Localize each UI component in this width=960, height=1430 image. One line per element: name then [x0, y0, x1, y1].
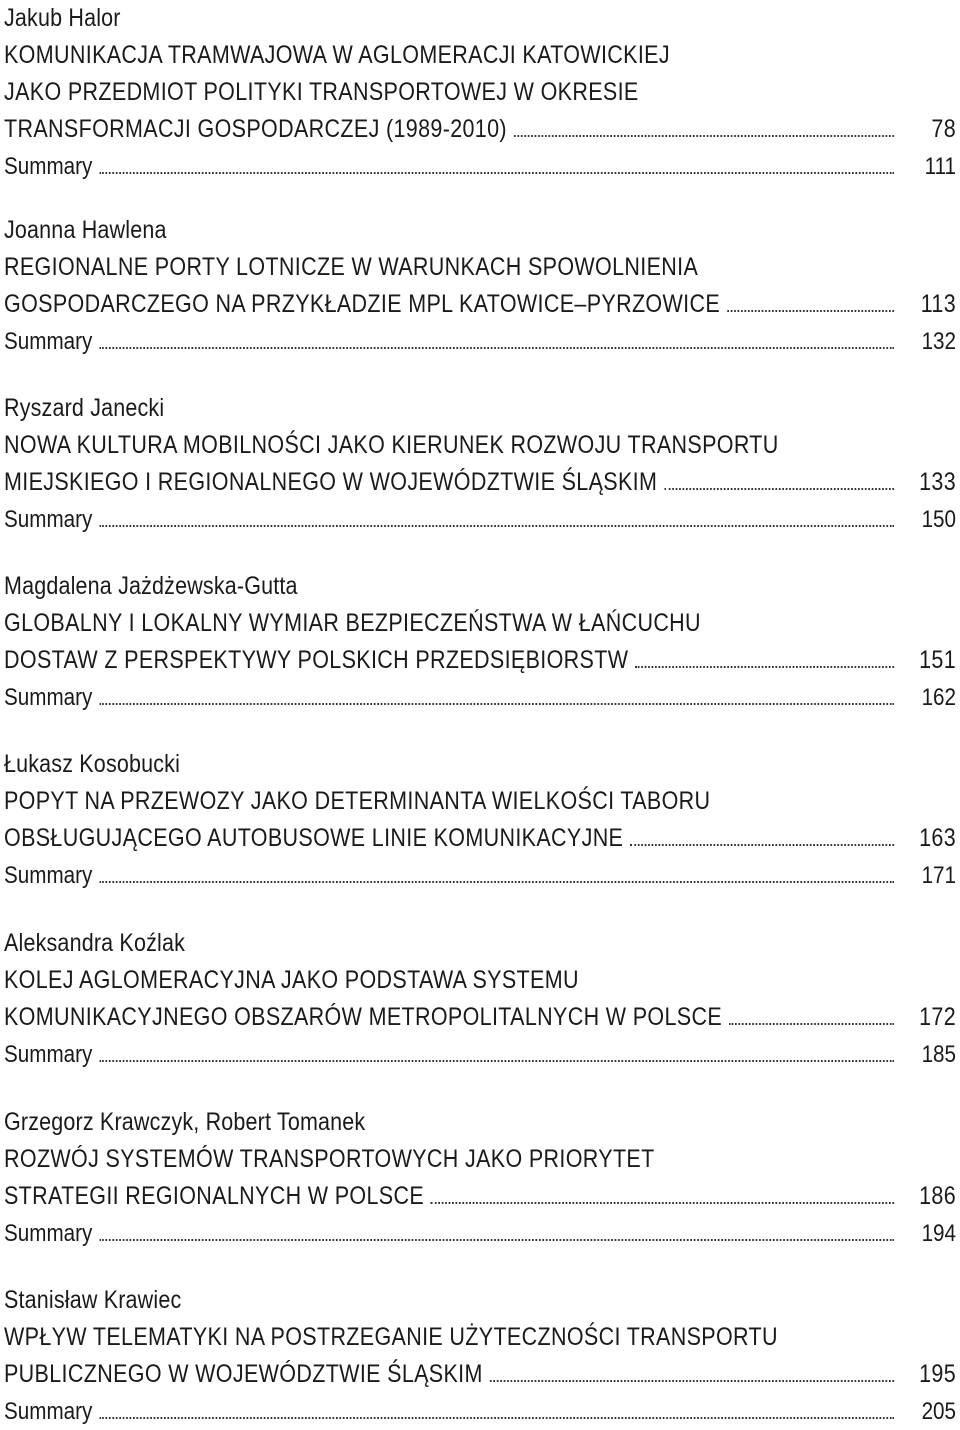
summary-line — [4, 501, 956, 538]
entry-page-number: 78 — [931, 115, 957, 143]
toc-entry — [4, 212, 956, 360]
dot-leader — [630, 824, 894, 846]
summary-label: Summary — [4, 1041, 93, 1068]
entry-title-line: KOMUNIKACJA TRAMWAJOWA W AGLOMERACJI KATOWICKIEJ — [4, 41, 670, 69]
entry-page-number: 195 — [919, 1360, 957, 1388]
summary-page-number: 194 — [921, 1220, 957, 1247]
entry-title-line: OBSŁUGUJĄCEGO AUTOBUSOWE LINIE KOMUNIKACYJNE — [4, 824, 624, 852]
entry-title-last-line — [4, 1356, 956, 1393]
entry-title-line: TRANSFORMACJI GOSPODARCZEJ (1989-2010) — [4, 115, 507, 143]
entry-author: Magdalena Jażdżewska-Gutta — [4, 572, 298, 600]
toc-entry — [4, 1104, 956, 1252]
entry-title-line: MIEJSKIEGO I REGIONALNEGO W WOJEWÓDZTWIE ŚLĄSKIM — [4, 468, 658, 496]
dot-leader — [99, 152, 894, 174]
entry-title-line: ROZWÓJ SYSTEMÓW TRANSPORTOWYCH JAKO PRIORYTET — [4, 1145, 655, 1173]
dot-leader — [99, 1040, 894, 1062]
toc-entry — [4, 568, 956, 716]
dot-leader — [664, 468, 894, 490]
entry-page-number: 113 — [920, 290, 957, 318]
entry-author: Jakub Halor — [4, 4, 121, 32]
entry-author: Ryszard Janecki — [4, 394, 165, 422]
entry-title-last-line — [4, 1178, 956, 1215]
toc-entry — [4, 746, 956, 894]
dot-leader — [635, 646, 894, 668]
summary-line — [4, 857, 956, 894]
summary-label: Summary — [4, 506, 93, 533]
dot-leader — [99, 1219, 894, 1241]
entry-page-number: 151 — [919, 646, 957, 674]
dot-leader — [514, 115, 894, 137]
summary-page-number: 132 — [921, 328, 957, 355]
summary-page-number: 150 — [921, 506, 957, 533]
dot-leader — [727, 290, 894, 312]
summary-page-number: 205 — [921, 1398, 957, 1425]
dot-leader — [490, 1360, 894, 1382]
summary-page-number: 111 — [924, 153, 957, 180]
entry-title-last-line — [4, 464, 956, 501]
entry-title-line: POPYT NA PRZEWOZY JAKO DETERMINANTA WIELKOŚCI TABORU — [4, 787, 711, 815]
toc-entry — [4, 0, 956, 185]
summary-page-number: 185 — [921, 1041, 957, 1068]
summary-page-number: 162 — [921, 684, 957, 711]
dot-leader — [99, 505, 894, 527]
entry-title-line: REGIONALNE PORTY LOTNICZE W WARUNKACH SPOWOLNIENIA — [4, 253, 699, 281]
summary-label: Summary — [4, 1220, 93, 1247]
summary-line — [4, 679, 956, 716]
dot-leader — [99, 327, 894, 349]
summary-label: Summary — [4, 328, 93, 355]
entry-title-line: STRATEGII REGIONALNYCH W POLSCE — [4, 1182, 425, 1210]
toc-entry — [4, 925, 956, 1073]
dot-leader — [729, 1003, 894, 1025]
summary-line — [4, 1393, 956, 1430]
dot-leader — [99, 1397, 894, 1419]
summary-label: Summary — [4, 862, 93, 889]
summary-label: Summary — [4, 684, 93, 711]
summary-line — [4, 323, 956, 360]
entry-title-line: GLOBALNY I LOKALNY WYMIAR BEZPIECZEŃSTWA W ŁAŃCUCHU — [4, 609, 701, 637]
entry-author: Aleksandra Koźlak — [4, 929, 186, 957]
entry-title-last-line — [4, 642, 956, 679]
summary-label: Summary — [4, 1398, 93, 1425]
dot-leader — [431, 1182, 894, 1204]
summary-line — [4, 1036, 956, 1073]
entry-author: Łukasz Kosobucki — [4, 750, 181, 778]
entry-title-line: DOSTAW Z PERSPEKTYWY POLSKICH PRZEDSIĘBIORSTW — [4, 646, 629, 674]
entry-author: Joanna Hawlena — [4, 216, 167, 244]
entry-title-line: PUBLICZNEGO W WOJEWÓDZTWIE ŚLĄSKIM — [4, 1360, 483, 1388]
summary-line — [4, 148, 956, 185]
entry-author: Stanisław Krawiec — [4, 1286, 182, 1314]
summary-page-number: 171 — [921, 862, 957, 889]
toc-entry — [4, 390, 956, 538]
toc-entry — [4, 1282, 956, 1430]
summary-label: Summary — [4, 153, 93, 180]
entry-title-line: NOWA KULTURA MOBILNOŚCI JAKO KIERUNEK ROZWOJU TRANSPORTU — [4, 431, 779, 459]
entry-title-line: KOMUNIKACYJNEGO OBSZARÓW METROPOLITALNYCH W POLSCE — [4, 1003, 723, 1031]
entry-title-last-line — [4, 286, 956, 323]
entry-title-line: KOLEJ AGLOMERACYJNA JAKO PODSTAWA SYSTEMU — [4, 966, 579, 994]
entry-page-number: 133 — [919, 468, 957, 496]
summary-line — [4, 1215, 956, 1252]
entry-title-line: GOSPODARCZEGO NA PRZYKŁADZIE MPL KATOWICE–PYRZOWICE — [4, 290, 721, 318]
entry-page-number: 163 — [919, 824, 957, 852]
entry-title-last-line — [4, 820, 956, 857]
entry-title-line: JAKO PRZEDMIOT POLITYKI TRANSPORTOWEJ W OKRESIE — [4, 78, 639, 106]
entry-title-line: WPŁYW TELEMATYKI NA POSTRZEGANIE UŻYTECZNOŚCI TRANSPORTU — [4, 1323, 778, 1351]
entry-title-last-line — [4, 111, 956, 148]
entry-title-last-line — [4, 999, 956, 1036]
dot-leader — [99, 861, 894, 883]
entry-page-number: 172 — [919, 1003, 957, 1031]
entry-author: Grzegorz Krawczyk, Robert Tomanek — [4, 1108, 366, 1136]
entry-page-number: 186 — [919, 1182, 957, 1210]
dot-leader — [99, 683, 894, 705]
